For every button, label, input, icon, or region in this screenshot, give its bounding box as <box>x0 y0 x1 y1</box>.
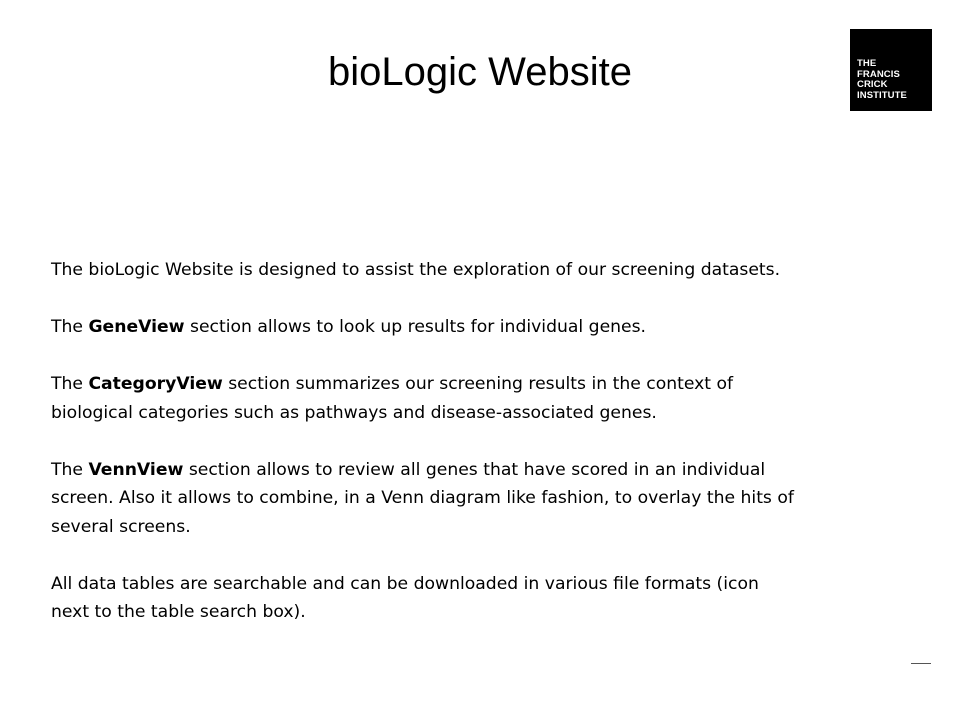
text-run: biological categories such as pathways and disease-associated genes. <box>51 402 657 423</box>
text-line <box>51 456 911 485</box>
text-run: The <box>51 374 89 394</box>
text-line <box>51 399 911 428</box>
logo-line: CRICK <box>857 79 888 90</box>
text-run: The <box>51 317 89 337</box>
body-paragraph <box>51 256 911 285</box>
section-name: GeneView <box>88 317 185 337</box>
slide-title: bioLogic Website <box>328 50 632 94</box>
slide-body <box>51 256 911 627</box>
text-run: next to the table search box). <box>51 602 306 622</box>
page-marker <box>911 663 931 664</box>
text-line <box>51 313 911 342</box>
logo-line: THE <box>857 58 877 69</box>
text-line <box>51 484 911 513</box>
logo-line: INSTITUTE <box>857 89 907 101</box>
body-paragraph <box>51 313 911 342</box>
text-line <box>51 370 911 399</box>
body-paragraph <box>51 456 911 542</box>
logo-text <box>857 59 907 101</box>
section-name: VennView <box>88 459 184 480</box>
text-run: The <box>51 459 89 480</box>
text-line <box>51 256 911 285</box>
text-line <box>51 513 911 542</box>
text-line <box>51 598 911 627</box>
text-run: screen. Also it allows to combine, in a Venn diagram like fashion, to overlay the hits of <box>51 488 794 508</box>
body-paragraph <box>51 570 911 627</box>
section-name: CategoryView <box>88 374 223 394</box>
francis-crick-institute-logo <box>850 29 932 111</box>
text-run: section allows to look up results for individual genes. <box>184 317 647 337</box>
text-run: several screens. <box>51 516 191 537</box>
text-run: All data tables are searchable and can be downloaded in various file formats (icon <box>51 573 759 594</box>
text-run: section summarizes our screening results in the context of <box>222 374 734 394</box>
body-paragraph <box>51 370 911 427</box>
text-line <box>51 570 911 599</box>
logo-line: FRANCIS <box>857 68 900 80</box>
text-run: The bioLogic Website is designed to assist the exploration of our screening datasets. <box>51 260 781 280</box>
text-run: section allows to review all genes that have scored in an individual <box>183 459 766 480</box>
